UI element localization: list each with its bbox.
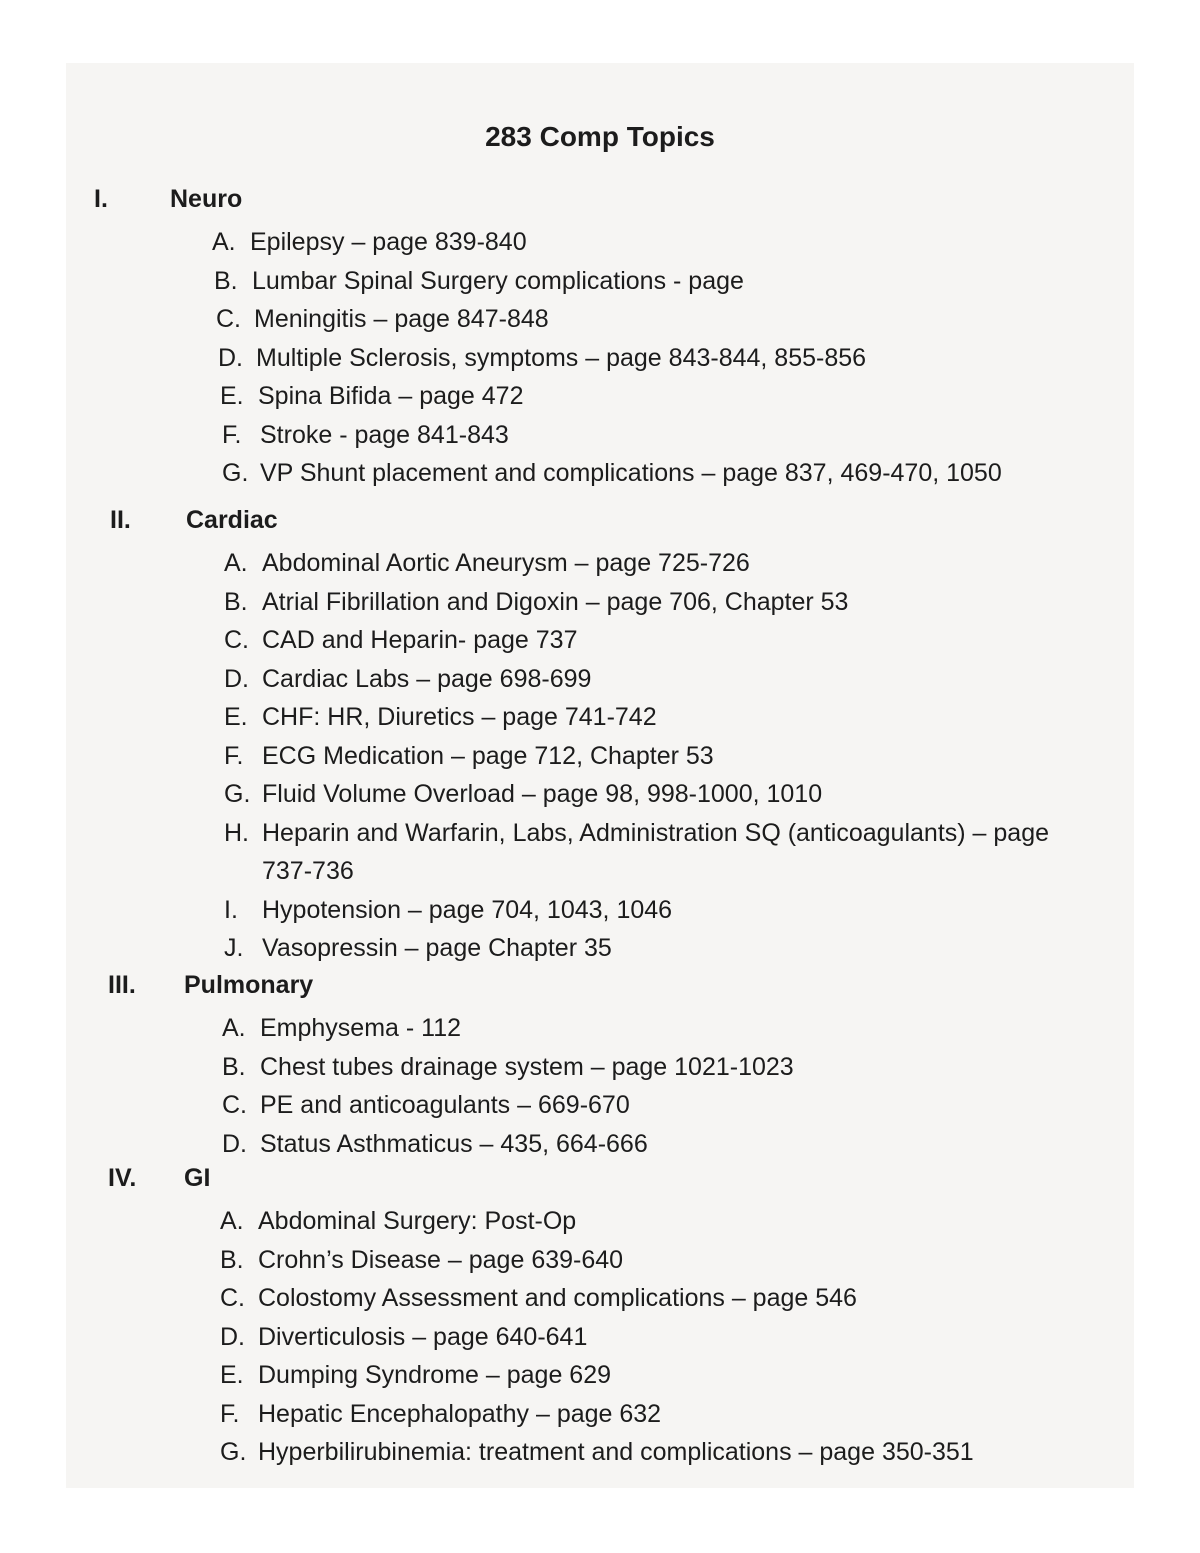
- item-letter: F.: [224, 741, 244, 770]
- item-text: Epilepsy – page 839-840: [250, 228, 527, 256]
- item-letter: E.: [224, 703, 248, 731]
- section-title: Pulmonary: [184, 971, 314, 999]
- item-letter: D.: [218, 343, 243, 372]
- section-title: Neuro: [170, 185, 243, 213]
- section-title: Cardiac: [186, 506, 278, 534]
- list-item: [66, 1086, 1134, 1125]
- item-text: Dumping Syndrome – page 629: [258, 1361, 612, 1389]
- list-item: [66, 339, 1134, 378]
- list-item: [66, 621, 1134, 660]
- item-letter: B.: [222, 1052, 246, 1081]
- item-letter: C.: [220, 1284, 245, 1312]
- list-item: [66, 929, 1134, 968]
- list-item: [66, 416, 1134, 455]
- list-item: [66, 775, 1134, 814]
- list-item: [66, 1433, 1134, 1472]
- list-item: [66, 737, 1134, 776]
- topic-list: [66, 1009, 1134, 1163]
- topic-list: [66, 223, 1134, 493]
- list-item: [66, 1009, 1134, 1048]
- list-item: [66, 698, 1134, 737]
- item-text: Colostomy Assessment and complications – page 546: [258, 1284, 857, 1312]
- section-numeral: I.: [94, 185, 108, 213]
- item-letter: C.: [216, 305, 241, 333]
- item-letter: D.: [222, 1129, 247, 1158]
- item-letter: B.: [214, 266, 238, 295]
- item-letter: E.: [220, 382, 244, 410]
- item-text: Emphysema - 112: [260, 1014, 462, 1042]
- item-text: Fluid Volume Overload – page 98, 998-1000, 1010: [262, 780, 823, 808]
- item-letter: G.: [224, 780, 251, 808]
- item-text: Vasopressin – page Chapter 35: [262, 934, 612, 962]
- item-letter: D.: [220, 1322, 245, 1351]
- list-item: [66, 814, 1134, 891]
- item-letter: B.: [224, 587, 248, 616]
- section-numeral: III.: [108, 971, 136, 999]
- list-item: [66, 300, 1134, 339]
- section-pulmonary: [66, 971, 1134, 1163]
- item-text: Spina Bifida – page 472: [258, 382, 524, 410]
- item-letter: B.: [220, 1245, 244, 1274]
- section-heading: [66, 971, 1134, 1009]
- item-text: Hypotension – page 704, 1043, 1046: [262, 895, 673, 924]
- item-letter: F.: [222, 420, 242, 449]
- list-item: [66, 377, 1134, 416]
- item-letter: F.: [220, 1399, 240, 1428]
- list-item: [66, 262, 1134, 301]
- item-letter: A.: [212, 228, 236, 256]
- item-letter: C.: [222, 1091, 247, 1119]
- list-item: [66, 1125, 1134, 1164]
- item-letter: E.: [220, 1361, 244, 1389]
- section-heading: [66, 506, 1134, 544]
- document-title: 283 Comp Topics: [485, 121, 715, 152]
- list-item: [66, 1048, 1134, 1087]
- item-text: CAD and Heparin- page 737: [262, 626, 578, 654]
- list-item: [66, 891, 1134, 930]
- item-letter: D.: [224, 664, 249, 693]
- list-item: [66, 1395, 1134, 1434]
- topic-list: [66, 544, 1134, 968]
- item-text: Heparin and Warfarin, Labs, Administration SQ (anticoagulants) – page 737-736: [262, 818, 1049, 885]
- list-item: [66, 1279, 1134, 1318]
- item-text: Multiple Sclerosis, symptoms – page 843-844, 855-856: [256, 343, 867, 372]
- item-text: Atrial Fibrillation and Digoxin – page 706, Chapter 53: [262, 587, 849, 616]
- section-numeral: IV.: [108, 1164, 137, 1192]
- item-letter: G.: [222, 459, 249, 487]
- item-text: PE and anticoagulants – 669-670: [260, 1091, 630, 1119]
- item-letter: H.: [224, 818, 249, 847]
- section-neuro: [66, 185, 1134, 493]
- item-text: Stroke - page 841-843: [260, 420, 509, 449]
- list-item: [66, 544, 1134, 583]
- item-text: Meningitis – page 847-848: [254, 305, 549, 333]
- section-title: GI: [184, 1164, 211, 1192]
- list-item: [66, 660, 1134, 699]
- list-item: [66, 1318, 1134, 1357]
- section-heading: [66, 1164, 1134, 1202]
- item-text: ECG Medication – page 712, Chapter 53: [262, 741, 714, 770]
- item-text: Hyperbilirubinemia: treatment and complications – page 350-351: [258, 1438, 974, 1466]
- item-letter: J.: [224, 934, 244, 962]
- item-text: VP Shunt placement and complications – page 837, 469-470, 1050: [260, 459, 1002, 487]
- section-cardiac: [66, 506, 1134, 968]
- list-item: [66, 1356, 1134, 1395]
- section-numeral: II.: [110, 506, 131, 534]
- list-item: [66, 1202, 1134, 1241]
- section-gi: [66, 1164, 1134, 1472]
- list-item: [66, 223, 1134, 262]
- item-text: CHF: HR, Diuretics – page 741-742: [262, 703, 657, 731]
- item-text: Status Asthmaticus – 435, 664-666: [260, 1129, 648, 1158]
- item-letter: A.: [222, 1014, 246, 1042]
- list-item: [66, 1241, 1134, 1280]
- item-text: Crohn’s Disease – page 639-640: [258, 1245, 624, 1274]
- item-letter: C.: [224, 626, 249, 654]
- item-text: Cardiac Labs – page 698-699: [262, 664, 592, 693]
- section-heading: [66, 185, 1134, 223]
- item-letter: A.: [224, 549, 248, 577]
- item-letter: A.: [220, 1207, 244, 1235]
- list-item: [66, 454, 1134, 493]
- item-letter: I.: [224, 895, 238, 924]
- topic-list: [66, 1202, 1134, 1472]
- document-page: [66, 63, 1134, 1488]
- item-text: Abdominal Surgery: Post-Op: [258, 1207, 577, 1235]
- item-letter: G.: [220, 1438, 247, 1466]
- item-text: Lumbar Spinal Surgery complications - page: [252, 266, 744, 295]
- item-text: Abdominal Aortic Aneurysm – page 725-726: [262, 549, 750, 577]
- item-text: Diverticulosis – page 640-641: [258, 1322, 588, 1351]
- list-item: [66, 583, 1134, 622]
- item-text: Hepatic Encephalopathy – page 632: [258, 1399, 662, 1428]
- item-text: Chest tubes drainage system – page 1021-1023: [260, 1052, 794, 1081]
